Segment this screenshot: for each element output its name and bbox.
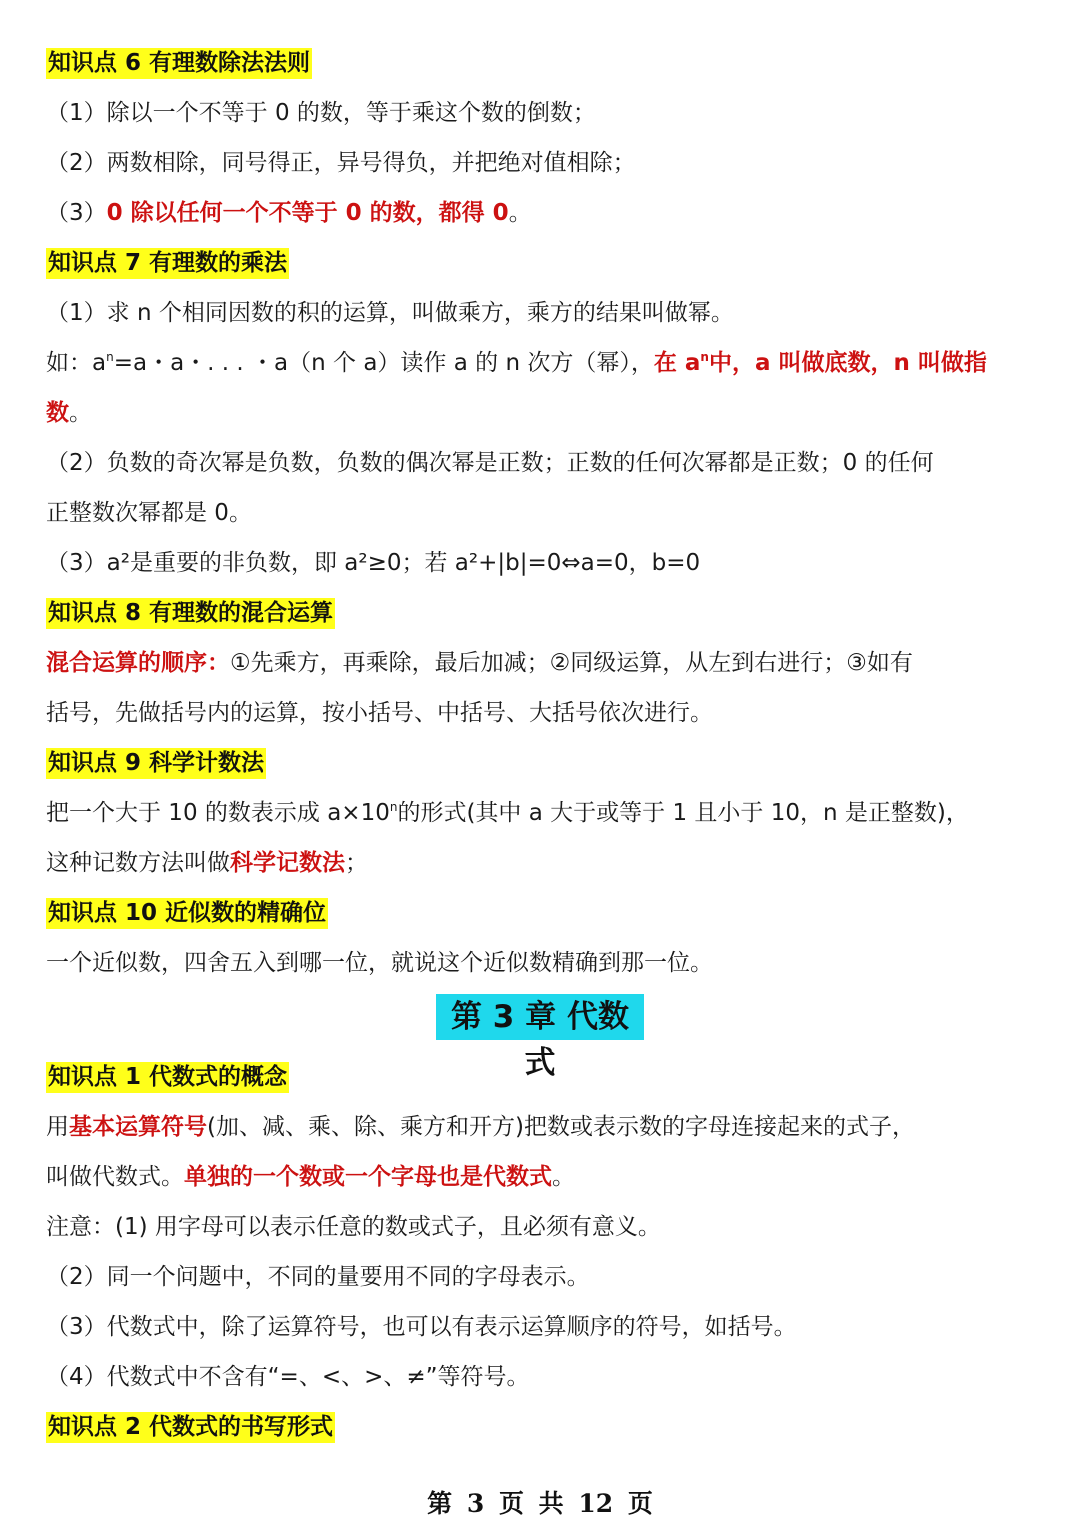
kp6-line-3	[46, 197, 1041, 229]
kp9-line-1-a: 把一个大于 10 的数表示成 a×10	[46, 800, 390, 826]
kp6-heading	[46, 47, 1041, 79]
kp7-line-1: （1）求 n 个相同因数的积的运算，叫做乘方，乘方的结果叫做幂。	[46, 300, 734, 326]
kp9-line-2-b: ；	[345, 850, 368, 876]
kp7-line-2-red-sup: n	[700, 350, 709, 364]
c3kp1-line-1-b: (加、减、乘、除、乘方和开方)把数或表示数的字母连接起来的式子，	[207, 1114, 915, 1140]
kp8-heading	[46, 597, 1041, 629]
c3kp1-line-4: （2）同一个问题中，不同的量要用不同的字母表示。	[46, 1264, 590, 1290]
kp9-line-1-b: 的形式(其中 a 大于或等于 1 且小于 10，n 是正整数)，	[397, 800, 969, 826]
kp7-line-2-sup: n	[106, 350, 114, 364]
c3kp1-line-3: 注意：(1) 用字母可以表示任意的数或式子，且必须有意义。	[46, 1214, 661, 1240]
c3kp1-line-6: （4）代数式中不含有“=、<、>、≠”等符号。	[46, 1364, 530, 1390]
c3kp1-line-2-a: 叫做代数式。	[46, 1164, 184, 1190]
kp8-line-1-text: ①先乘方，再乘除，最后加减；②同级运算，从左到右进行；③如有	[230, 650, 913, 676]
kp7-heading	[46, 247, 1041, 279]
kp9-line-2-red: 科学记数法	[230, 850, 345, 876]
kp7-line-4: （2）负数的奇次幂是负数，负数的偶次幂是正数；正数的任何次幂都是正数；0 的任何	[46, 450, 934, 476]
kp9-line-1	[46, 797, 1041, 829]
c3kp1-line-2-b: 。	[552, 1164, 575, 1190]
kp10-heading	[46, 897, 1041, 929]
page-footer: 第 3 页 共 12 页	[427, 1489, 653, 1518]
c3kp1-heading	[46, 1061, 1041, 1093]
kp6-line-2: （2）两数相除，同号得正，异号得负，并把绝对值相除；	[46, 150, 636, 176]
kp7-line-5: 正整数次幂都是 0。	[46, 500, 252, 526]
kp7-line-2-a: 如：a	[46, 350, 107, 376]
kp8-line-2: 括号，先做括号内的运算，按小括号、中括号、大括号依次进行。	[46, 700, 713, 726]
kp8-line-1	[46, 647, 1041, 679]
kp9-title: 知识点 9 科学计数法	[46, 748, 266, 779]
c3kp1-line-1-red: 基本运算符号	[69, 1114, 207, 1140]
kp7-line-6: （3）a²是重要的非负数，即 a²≥0；若 a²+|b|=0⇔a=0，b=0	[46, 550, 701, 576]
kp9-line-1-sup: n	[389, 800, 398, 814]
c3kp1-line-1	[46, 1111, 1041, 1143]
kp6-line-3-emphasis: 0 除以任何一个不等于 0 的数，都得 0	[106, 200, 509, 226]
kp7-line-2	[46, 347, 1041, 379]
kp6-line-3-suffix: 。	[508, 200, 532, 226]
kp7-title: 知识点 7 有理数的乘法	[46, 248, 289, 279]
kp6-line-1: （1）除以一个不等于 0 的数，等于乘这个数的倒数；	[46, 100, 596, 126]
kp7-line-3-red: 数	[46, 400, 69, 426]
kp6-title: 知识点 6 有理数除法法则	[46, 48, 312, 79]
c3kp2-title: 知识点 2 代数式的书写形式	[46, 1412, 335, 1443]
c3kp1-line-2-red: 单独的一个数或一个字母也是代数式	[184, 1164, 552, 1190]
kp8-title: 知识点 8 有理数的混合运算	[46, 598, 335, 629]
c3kp1-title: 知识点 1 代数式的概念	[46, 1062, 289, 1093]
kp9-line-2-a: 这种记数方法叫做	[46, 850, 230, 876]
kp8-line-1-red: 混合运算的顺序：	[46, 650, 230, 676]
kp10-title: 知识点 10 近似数的精确位	[46, 898, 328, 929]
kp9-heading	[46, 747, 1041, 779]
c3kp1-line-5: （3）代数式中，除了运算符号，也可以有表示运算顺序的符号，如括号。	[46, 1314, 797, 1340]
chapter-title: 第 3 章 代数式	[436, 994, 644, 1040]
kp7-line-2-red-a: 在 a	[653, 350, 701, 376]
c3kp2-heading	[46, 1411, 1041, 1443]
kp7-line-2-red-b: 中，a 叫做底数，n 叫做指	[708, 350, 987, 376]
c3kp1-line-1-a: 用	[46, 1114, 69, 1140]
c3kp1-line-2	[46, 1161, 1041, 1193]
kp6-line-3-prefix: （3）	[46, 200, 107, 226]
kp7-line-3	[46, 397, 1041, 429]
kp10-line-1: 一个近似数，四舍五入到哪一位，就说这个近似数精确到那一位。	[46, 950, 713, 976]
kp7-line-2-b: =a・a・. . . ・a（n 个 a）读作 a 的 n 次方（幂），	[113, 350, 654, 376]
kp7-line-3-suffix: 。	[69, 400, 92, 426]
kp9-line-2	[46, 847, 1041, 879]
